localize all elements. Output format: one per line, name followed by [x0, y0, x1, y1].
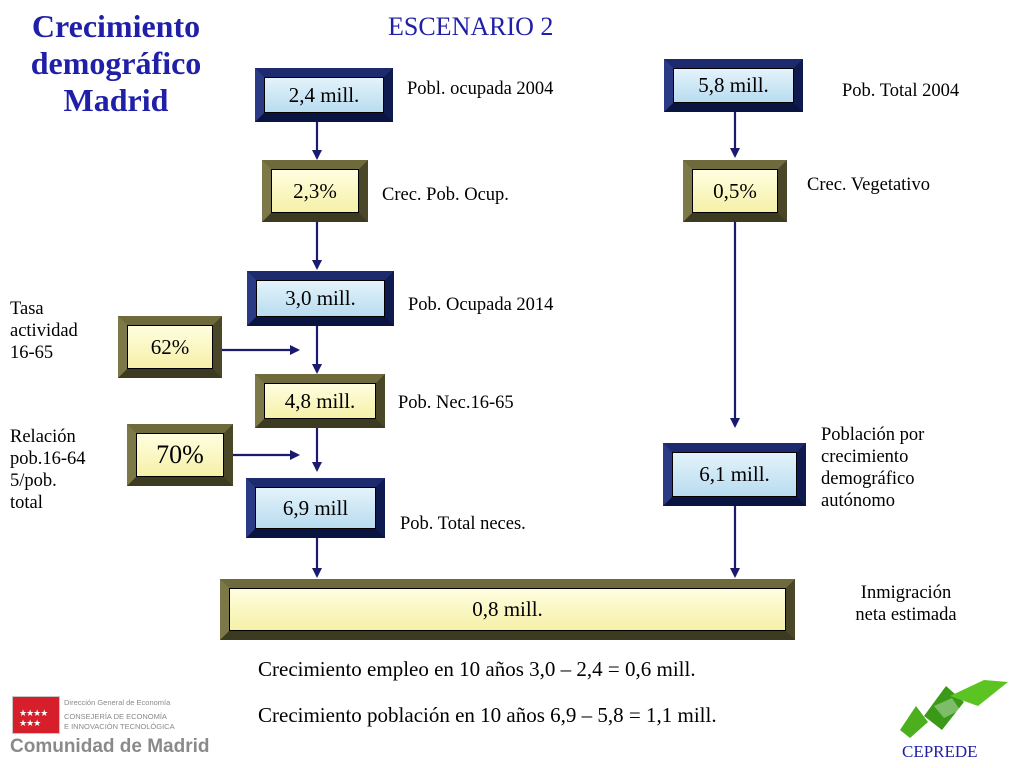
immigration-label: Inmigración neta estimada — [855, 583, 957, 625]
immigration-box — [220, 579, 795, 640]
total-needed-label: Pob. Total neces. — [400, 514, 526, 534]
occupied-2014-box — [247, 271, 394, 326]
occupied-2014-label: Pob. Ocupada 2014 — [408, 295, 554, 315]
madrid-flag-icon — [12, 696, 60, 734]
ceprede-logo — [890, 672, 1020, 768]
total-2004-value: 5,8 mill. — [673, 68, 794, 103]
total-2004-label: Pob. Total 2004 — [842, 81, 960, 101]
occupied-2014-value: 3,0 mill. — [256, 280, 385, 317]
population-growth-equation: Crecimiento población en 10 años 6,9 – 5,8 = 1,1 mill. — [258, 703, 717, 727]
vegetative-growth-label: Crec. Vegetativo — [807, 175, 930, 195]
cm-line-1: Dirección General de Economía — [64, 698, 171, 707]
autonomous-box — [663, 443, 806, 506]
vegetative-growth-box — [683, 160, 787, 222]
autonomous-value: 6,1 mill. — [672, 452, 797, 497]
total-needed-box — [246, 478, 385, 538]
ceprede-leaf-icon — [890, 672, 1020, 742]
occupied-2004-label: Pobl. ocupada 2004 — [407, 79, 554, 99]
activity-rate-value: 62% — [127, 325, 213, 369]
vegetative-growth-value: 0,5% — [692, 169, 778, 213]
ceprede-text: CEPREDE — [902, 742, 978, 761]
needed-16-65-value: 4,8 mill. — [264, 383, 376, 419]
occupied-2004-value: 2,4 mill. — [264, 77, 384, 113]
cm-name: Comunidad de Madrid — [10, 736, 210, 757]
growth-occupied-box — [262, 160, 368, 222]
title-line-1: Crecimiento — [31, 8, 201, 44]
comunidad-madrid-logo — [8, 688, 258, 762]
scenario-heading: ESCENARIO 2 — [388, 12, 554, 41]
ratio-value: 70% — [136, 433, 224, 477]
activity-rate-label: Tasa actividad 16-65 — [10, 299, 78, 363]
activity-rate-box — [118, 316, 222, 378]
autonomous-label: Población por crecimiento demográfico autónomo — [821, 425, 925, 511]
ratio-label: Relación pob.16-64 5/pob. total — [10, 427, 86, 513]
total-2004-box — [664, 59, 803, 112]
occupied-2004-box — [255, 68, 393, 122]
ratio-box — [127, 424, 233, 486]
immigration-value: 0,8 mill. — [229, 588, 786, 631]
title-line-3: Madrid — [63, 82, 169, 118]
growth-occupied-value: 2,3% — [271, 169, 359, 213]
growth-occupied-label: Crec. Pob. Ocup. — [382, 185, 509, 205]
flag-stars-icon: ★★★★ ★★★ — [19, 709, 48, 729]
total-needed-value: 6,9 mill — [255, 487, 376, 529]
needed-16-65-label: Pob. Nec.16-65 — [398, 393, 514, 413]
employment-growth-equation: Crecimiento empleo en 10 años 3,0 – 2,4 = 0,6 mill. — [258, 657, 696, 681]
cm-line-2: CONSEJERÍA DE ECONOMÍA — [64, 712, 167, 721]
cm-line-3: E INNOVACIÓN TECNOLÓGICA — [64, 722, 175, 731]
needed-16-65-box — [255, 374, 385, 428]
title-line-2: demográfico — [30, 45, 202, 81]
